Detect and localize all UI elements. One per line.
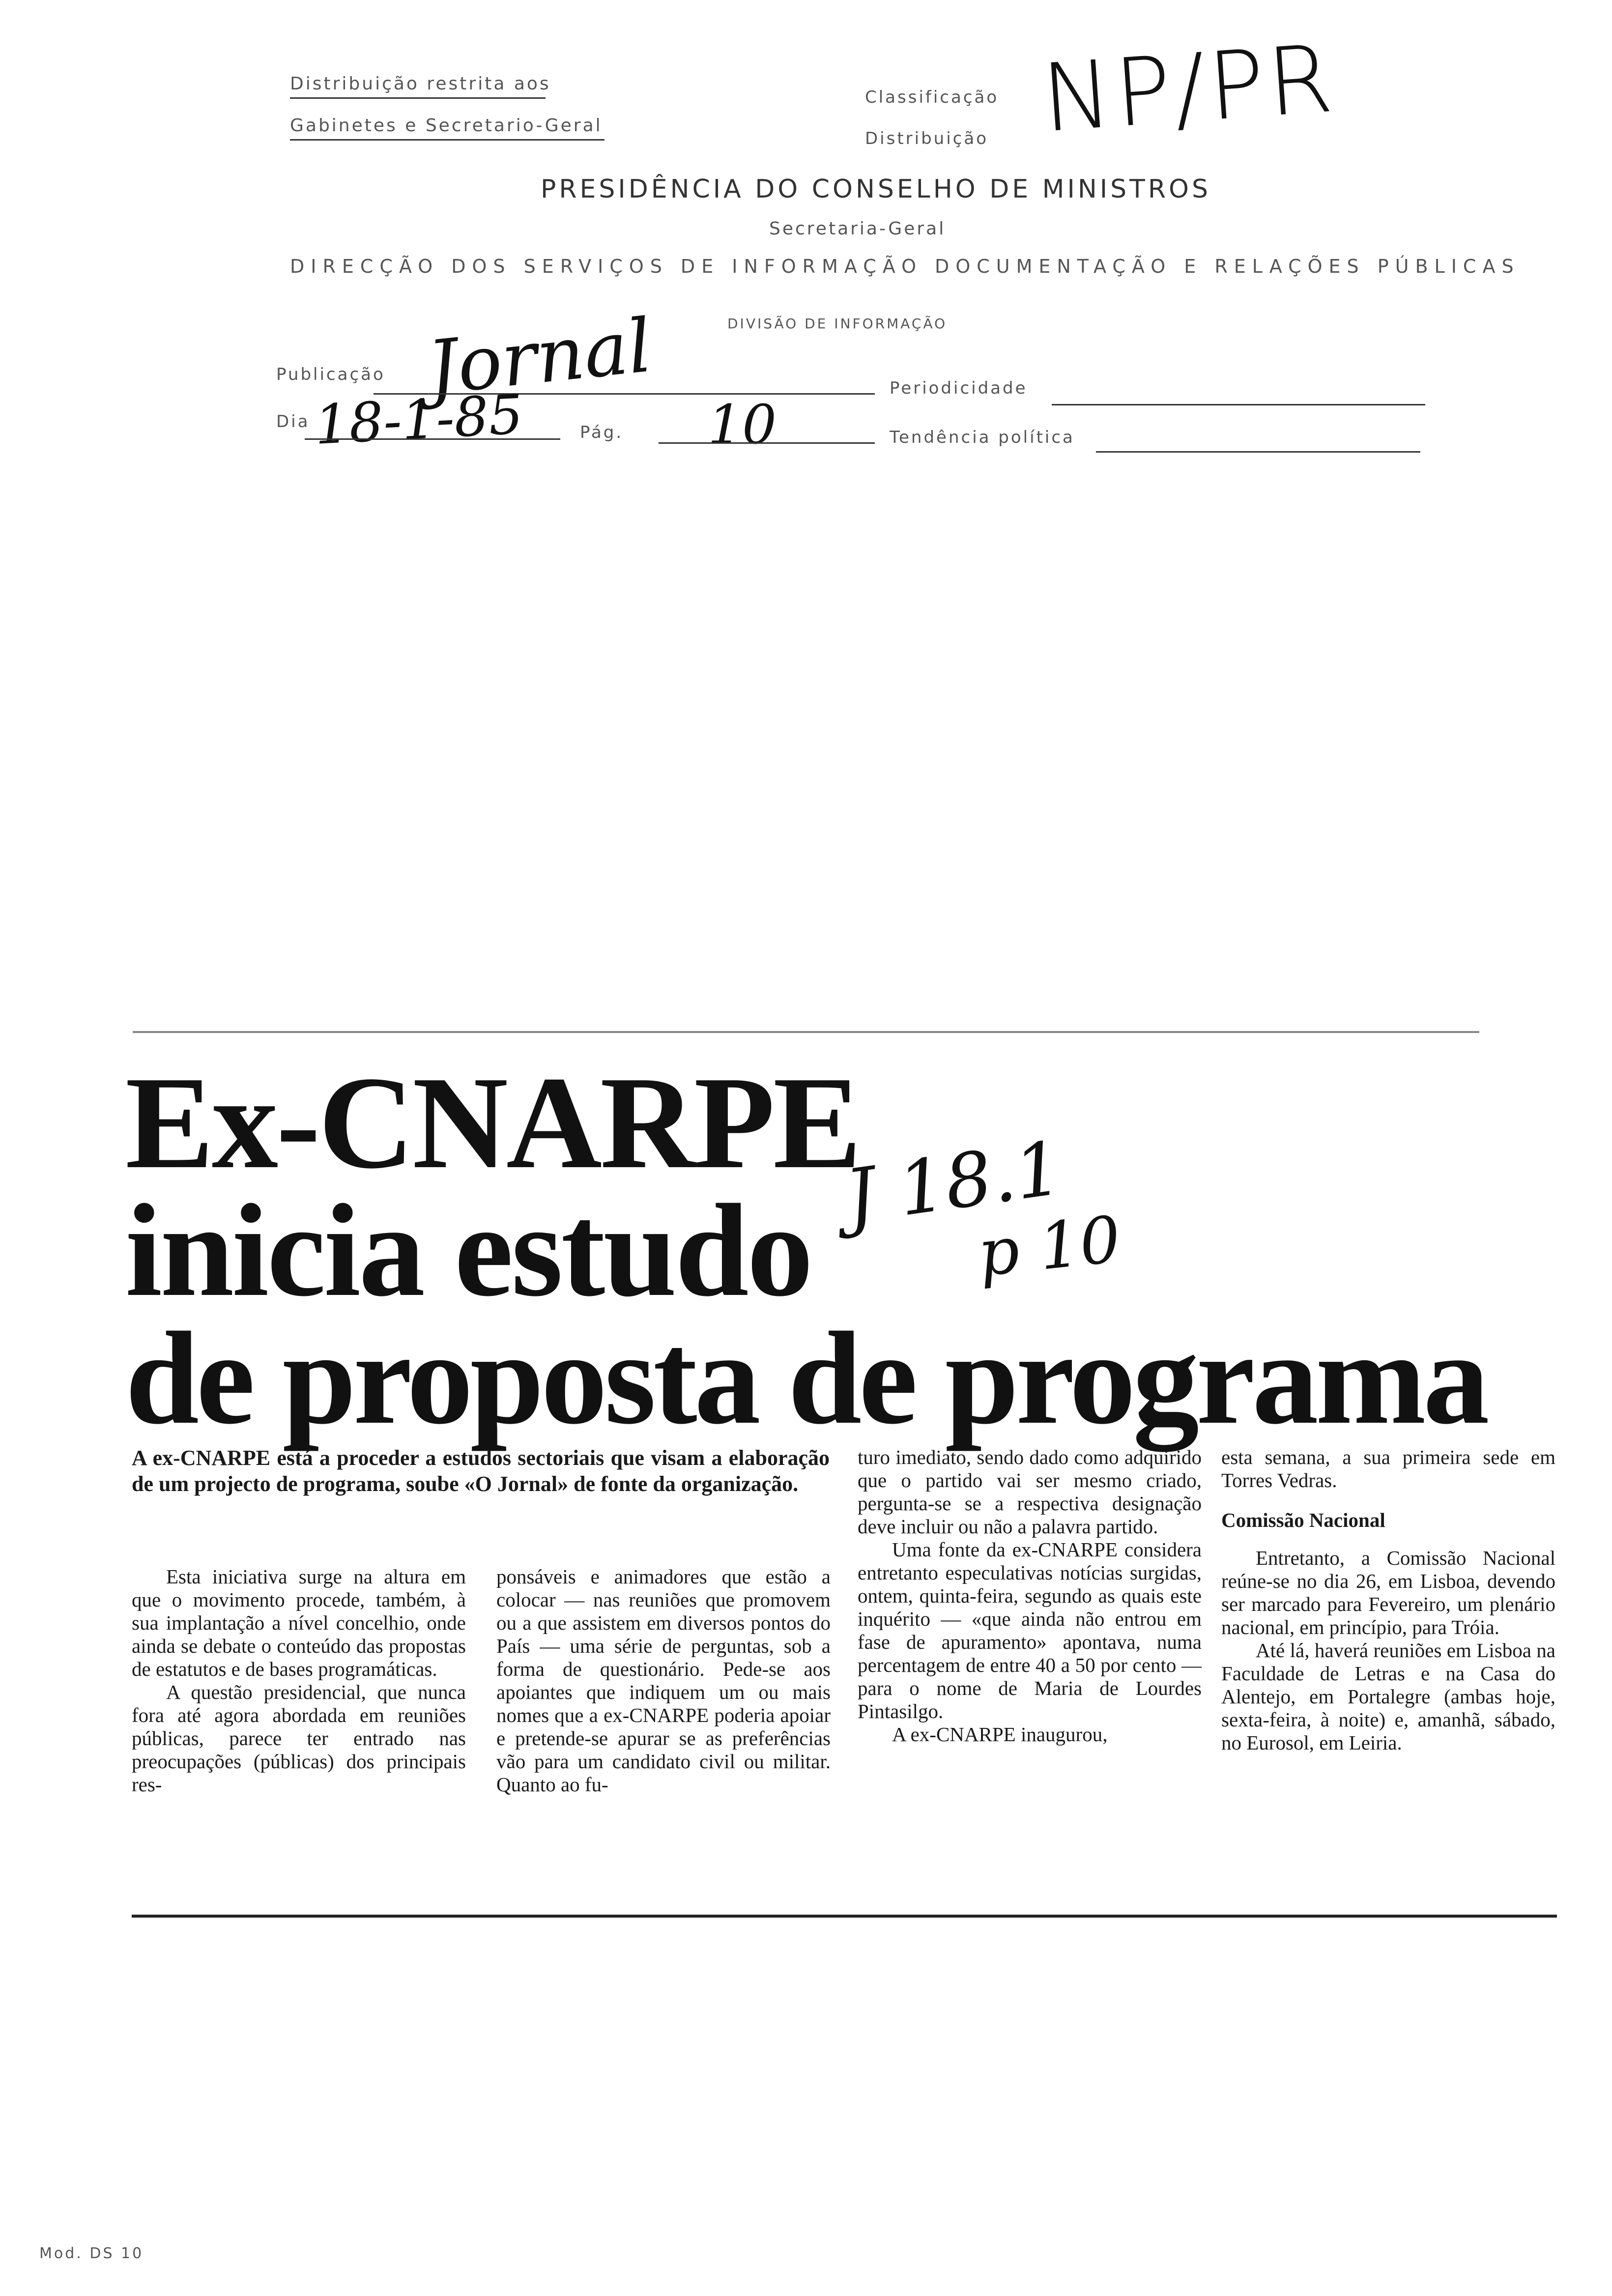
org-title: PRESIDÊNCIA DO CONSELHO DE MINISTROS bbox=[541, 174, 1211, 204]
dia-handwritten: 18-1-85 bbox=[313, 382, 525, 457]
pag-handwritten: 10 bbox=[708, 393, 777, 456]
distribution-note-underline-2 bbox=[290, 139, 604, 141]
col4-paragraph-1: esta semana, a sua primeira sede em Torres Vedras. bbox=[1221, 1446, 1555, 1492]
distribution-note-line1: Distribuição restrita aos bbox=[290, 74, 551, 94]
directorate-line: DIRECÇÃO DOS SERVIÇOS DE INFORMAÇÃO DOCUMENTAÇÃO E RELAÇÕES PÚBLICAS bbox=[290, 256, 1520, 277]
col3-paragraph-2: Uma fonte da ex-CNARPE considera entretanto especulativas notícias surgidas, ontem, quinta-feira, segundo as quais este inquérito — «que ainda não entrou em fase de apuramento» apontava, numa percentagem de entre 40 a 50 por cento — para o nome de Maria de Lourdes Pintasilgo. bbox=[858, 1538, 1202, 1722]
col2-paragraph-1: ponsáveis e animadores que estão a colocar — nas reuniões que promovem ou a que assistem em diversos pontos do País — uma série de perguntas, sob a forma de questionário. Pede-se aos apoiantes que indiquem um ou mais nomes que a ex-CNARPE poderia apoiar e pretende-se apurar se as preferências vão para um candidato civil ou militar. Quanto ao fu- bbox=[496, 1565, 831, 1796]
column-2 bbox=[496, 1565, 831, 1796]
org-subtitle: Secretaria-Geral bbox=[769, 219, 946, 239]
dia-underline bbox=[305, 438, 560, 440]
distribution-note-underline bbox=[290, 97, 546, 99]
lead-text: A ex-CNARPE está a proceder a estudos sectoriais que visam a elaboração de um projecto de programa, soube «O Jornal» de fonte da organização. bbox=[132, 1446, 830, 1496]
column-4 bbox=[1221, 1446, 1555, 1754]
headline-line-2: inicia estudo bbox=[125, 1177, 811, 1324]
division-line: DIVISÃO DE INFORMAÇÃO bbox=[727, 316, 948, 332]
lead-paragraph bbox=[132, 1445, 830, 1497]
distribuicao-label: Distribuição bbox=[865, 129, 989, 148]
tendencia-underline bbox=[1096, 451, 1420, 453]
periodicidade-underline bbox=[1052, 404, 1425, 405]
handwritten-annotation-page: p 10 bbox=[974, 1202, 1124, 1291]
distribution-note-line2: Gabinetes e Secretario-Geral bbox=[290, 115, 603, 136]
clipping-bottom-rule bbox=[132, 1915, 1557, 1918]
classificacao-label: Classificação bbox=[865, 87, 999, 107]
tendencia-label: Tendência política bbox=[890, 428, 1075, 447]
col4-paragraph-2: Entretanto, a Comissão Nacional reúne-se no dia 26, em Lisboa, devendo ser marcado para Fevereiro, um plenário nacional, em princípio, para Tróia. bbox=[1221, 1547, 1555, 1638]
pag-label: Pág. bbox=[580, 423, 624, 442]
headline-line-1: Ex-CNARPE bbox=[125, 1049, 860, 1196]
col3-paragraph-3: A ex-CNARPE inaugurou, bbox=[892, 1723, 1108, 1746]
clipping-top-rule bbox=[133, 1031, 1479, 1033]
periodicidade-label: Periodicidade bbox=[890, 378, 1028, 398]
subhead-comissao-nacional: Comissão Nacional bbox=[1221, 1509, 1385, 1531]
pag-underline bbox=[659, 442, 875, 444]
col1-paragraph-1: Esta iniciativa surge na altura em que o movimento procede, também, à sua implantação a nível concelhio, onde ainda se debate o conteúdo das propostas de estatutos e de bases programáticas. bbox=[132, 1565, 466, 1680]
dia-label: Dia bbox=[276, 412, 310, 431]
col3-paragraph-1: turo imediato, sendo dado como adquirido que o partido vai ser mesmo criado, pergunta-se se a respectiva designação deve incluir ou não a palavra partido. bbox=[858, 1446, 1202, 1538]
col1-paragraph-2: A questão presidencial, que nunca fora até agora abordada em reuniões públicas, parece ter entrado nas preocupações (públicas) dos principais res- bbox=[132, 1681, 466, 1796]
handwritten-annotation-date: J 18.1 bbox=[840, 1125, 1067, 1240]
form-code: Mod. DS 10 bbox=[39, 2245, 144, 2262]
classification-handwritten: NP/PR bbox=[1038, 24, 1339, 153]
col4-paragraph-3: Até lá, haverá reuniões em Lisboa na Faculdade de Letras e na Casa do Alentejo, em Portalegre (ambas hoje, sexta-feira, à noite) e, amanhã, sábado, no Eurosol, em Leiria. bbox=[1221, 1639, 1555, 1754]
headline-line-3: de proposta de programa bbox=[125, 1305, 1487, 1452]
publicacao-label: Publicação bbox=[276, 365, 385, 384]
column-1 bbox=[132, 1565, 466, 1796]
publicacao-handwritten: Jornal bbox=[424, 303, 656, 412]
column-3 bbox=[858, 1446, 1202, 1746]
